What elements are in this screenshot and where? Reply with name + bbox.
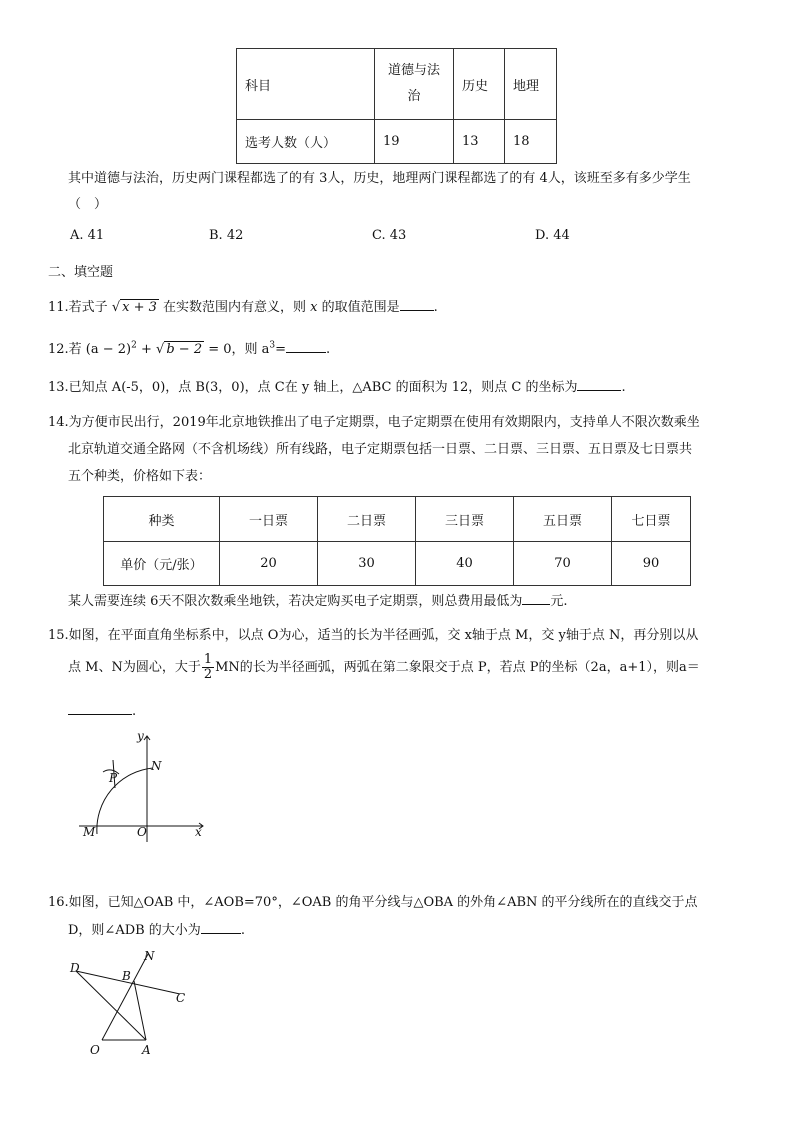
sqrt-expression: √ x + 3 (111, 300, 157, 315)
answer-blank (400, 298, 434, 311)
line-ad (76, 971, 146, 1040)
q14-line3: 五个种类，价格如下表： (68, 469, 212, 484)
q16-line2 (68, 919, 245, 938)
q12-text: = (275, 342, 287, 357)
table1-header-subject: 科目 (237, 49, 375, 120)
table1-cell: 18 (505, 120, 557, 164)
label-n: N (144, 949, 155, 963)
q15-line2 (68, 653, 700, 682)
q13-text: 13.已知点 A(-5，0)，点 B(3，0)，点 C在 y 轴上，△ABC 的面积为 12，则点 C 的坐标为 (48, 380, 578, 395)
subject-table (236, 48, 557, 164)
label-x: x (195, 825, 202, 839)
answer-blank (68, 702, 132, 715)
label-o: O (90, 1043, 100, 1057)
label-n: N (151, 759, 162, 773)
table2-cell: 90 (612, 542, 691, 586)
table2-cell: 70 (514, 542, 612, 586)
table2-cell: 40 (416, 542, 514, 586)
table2-row-label: 单价（元/张） (104, 542, 220, 586)
q14-after (68, 590, 568, 609)
sqrt-expression: √ b − 2 (156, 342, 203, 357)
q10-option-b: B. 42 (209, 228, 244, 243)
q10-option-c: C. 43 (372, 228, 407, 243)
q15-text: MN的长为半径画弧，两弧在第二象限交于点 P，若点 P的坐标（2a，a+1），则a＝ (215, 660, 700, 675)
q15-line1: 15.如图，在平面直角坐标系中，以点 O为心，适当的长为半径画弧，交 x轴于点 M，交 y轴于点 N，再分别以从 (48, 628, 699, 643)
q12-period: . (326, 342, 331, 357)
q14-line2: 北京轨道交通全路网（不含机场线）所有线路，电子定期票包括一日票、二日票、三日票、五日票及七日票共 (68, 442, 693, 457)
q10-text-line2: （ ） (68, 197, 108, 212)
q10-option-d: D. 44 (535, 228, 570, 243)
answer-blank (522, 592, 550, 605)
fraction-one-half: $\frac{1}{2}$ (203, 652, 213, 682)
answer-blank (286, 340, 326, 353)
table1-header-geography: 地理 (505, 49, 557, 120)
segment-ab (134, 981, 146, 1040)
q16-line1: 16.如图，已知△OAB 中，∠AOB=70°，∠OAB 的角平分线与△OBA 的外角∠ABN 的平分线所在的直线交于点 (48, 895, 698, 910)
question-12 (48, 338, 330, 357)
q14-line1: 14.为方便市民出行，2019年北京地铁推出了电子定期票，电子定期票在使用有效期限内，支持单人不限次数乘坐 (48, 415, 700, 430)
question-13 (48, 376, 626, 395)
table2-cell: 30 (318, 542, 416, 586)
q12-text: + (136, 342, 157, 357)
question-11 (48, 296, 438, 315)
q11-period: . (433, 300, 438, 315)
table1-cell: 13 (454, 120, 505, 164)
label-c: C (176, 991, 186, 1005)
q10-option-a: A. 41 (70, 228, 105, 243)
q14-after-text: 元. (550, 594, 568, 609)
table2-header: 五日票 (514, 497, 612, 542)
q16-period: . (240, 923, 245, 938)
table1-header-history: 历史 (454, 49, 505, 120)
table1-header-morality: 道德与法 治 (375, 49, 454, 120)
q11-text: 11.若式子 (48, 300, 112, 315)
table1-row-label: 选考人数（人） (237, 120, 375, 164)
q13-period: . (621, 380, 626, 395)
q12-text: = 0，则 a (204, 342, 270, 357)
label-a: A (142, 1043, 151, 1057)
q15-coordinate-figure (75, 730, 215, 848)
q12-text: 12.若 (a − 2) (48, 342, 132, 357)
q12-exponent: 3 (269, 340, 276, 351)
table1-cell: 19 (375, 120, 454, 164)
label-b: B (122, 969, 131, 983)
q11-variable: x (310, 300, 318, 315)
q15-line3 (68, 702, 136, 719)
label-o: O (137, 825, 147, 839)
table2-cell: 20 (220, 542, 318, 586)
label-y: y (137, 730, 144, 743)
q11-text: 在实数范围内有意义，则 (158, 300, 311, 315)
label-d: D (70, 961, 80, 975)
answer-blank (577, 378, 621, 391)
ticket-price-table (103, 496, 691, 586)
label-m: M (83, 825, 96, 839)
table2-header: 二日票 (318, 497, 416, 542)
q15-text: 点 M、N为圆心，大于 (68, 660, 201, 675)
q14-after-text: 某人需要连续 6天不限次数乘坐地铁，若决定购买电子定期票，则总费用最低为 (68, 594, 523, 609)
q12-exponent: 2 (131, 340, 137, 351)
q10-text-line1: 其中道德与法治，历史两门课程都选了的有 3人，历史，地理两门课程都选了的有 4人，该班至多有多少学生 (68, 171, 691, 186)
answer-blank (201, 921, 241, 934)
label-p: P (109, 771, 118, 785)
section-title: 二、填空题 (48, 265, 114, 280)
table2-header: 七日票 (612, 497, 691, 542)
table2-header: 种类 (104, 497, 220, 542)
q16-triangle-figure (62, 948, 202, 1058)
q15-period: . (132, 704, 137, 719)
q11-text: 的取值范围是 (317, 300, 400, 315)
table2-header: 一日票 (220, 497, 318, 542)
ray-obn (102, 954, 148, 1040)
q16-text: D，则∠ADB 的大小为 (68, 923, 201, 938)
table2-header: 三日票 (416, 497, 514, 542)
